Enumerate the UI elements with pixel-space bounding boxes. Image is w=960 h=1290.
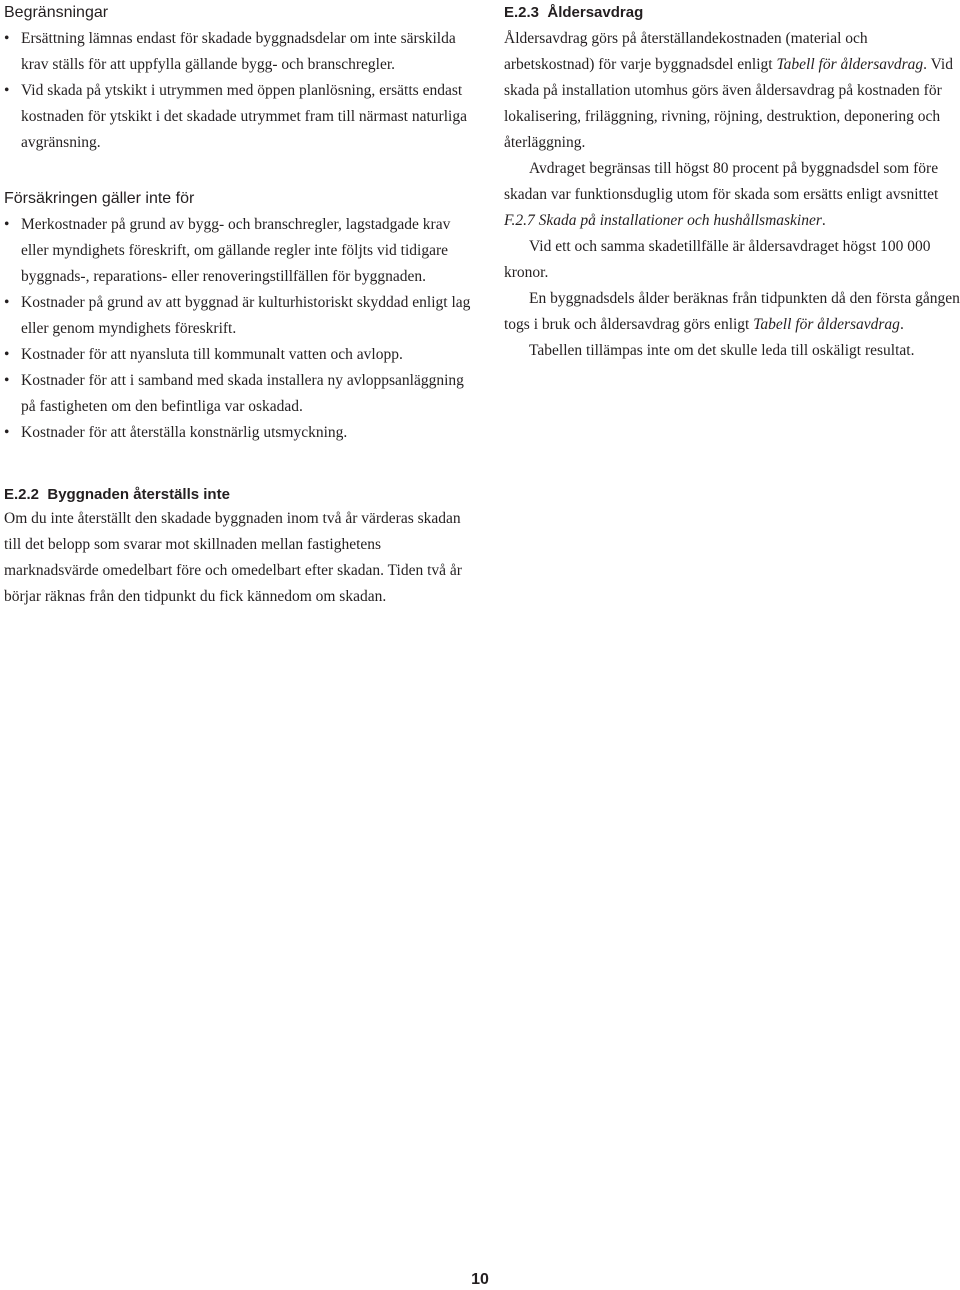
e23-p1-text: Åldersavdrag görs på återställandekostnaden (material och arbetskostnad) för varje byggnadsdel enligt	[504, 30, 868, 73]
e23-p4-text-end: .	[899, 316, 904, 333]
e23-p1-text-cont: . Vid skada på installation utomhus görs även åldersavdrag på kostnaden för lokalisering, friläggning, rivning, röjning, destruktion, deponering och återläggning.	[504, 56, 953, 151]
limits-list	[4, 26, 474, 156]
exclusions-list	[4, 212, 474, 446]
e23-paragraph-1	[504, 26, 960, 156]
age-table-reference: Tabell för åldersavdrag	[776, 56, 924, 73]
page-number: 10	[471, 1271, 489, 1288]
e23-p4-text: En byggnadsdels ålder beräknas från tidpunkten då den första gången togs i bruk och åldersavdrag görs enligt	[504, 290, 960, 333]
section-e23-heading	[504, 2, 960, 24]
section-f27-reference: F.2.7 Skada på installationer och hushållsmaskiner	[504, 212, 822, 229]
section-e23-title: Åldersavdrag	[547, 4, 644, 21]
section-e22-heading	[4, 484, 474, 506]
exclusions-item: • Kostnader för att nyansluta till kommunalt vatten och avlopp.	[4, 342, 474, 368]
section-e22-title: Byggnaden återställs inte	[47, 486, 230, 503]
right-column	[504, 0, 960, 364]
e23-paragraph-4	[504, 286, 960, 338]
section-e22-body: Om du inte återställt den skadade byggnaden inom två år värderas skadan till det belopp som svarar mot skillnaden mellan fastighetens marknadsvärde omedelbart före och omedelbart efter skadan. Tiden två år börjar räknas från den tidpunkt du fick kännedom om skadan.	[4, 510, 462, 605]
section-e23-number: E.2.3	[504, 4, 540, 21]
exclusions-item: • Kostnader på grund av att byggnad är kulturhistoriskt skyddad enligt lag eller genom myndighets föreskrift.	[4, 290, 474, 342]
limits-item: • Ersättning lämnas endast för skadade byggnadsdelar om inte särskilda krav ställs för att uppfylla gällande bygg- och branschregler.	[4, 26, 474, 78]
e23-p2-text: Avdraget begränsas till högst 80 procent på byggnadsdel som före skadan var funktionsduglig utom för skada som ersätts enligt avsnittet	[504, 160, 939, 203]
exclusions-heading: Försäkringen gäller inte för	[4, 190, 195, 207]
e23-paragraph-5: Tabellen tillämpas inte om det skulle leda till oskäligt resultat.	[529, 342, 915, 359]
exclusions-item: • Kostnader för att återställa konstnärlig utsmyckning.	[4, 420, 474, 446]
limits-item: • Vid skada på ytskikt i utrymmen med öppen planlösning, ersätts endast kostnaden för ytskikt i det skadade utrymmet fram till närmast naturliga avgränsning.	[4, 78, 474, 156]
section-e22-number: E.2.2	[4, 486, 40, 503]
e23-paragraph-2	[504, 156, 960, 234]
left-column	[4, 0, 474, 610]
limits-heading: Begränsningar	[4, 4, 109, 21]
e23-p2-text-end: .	[821, 212, 826, 229]
exclusions-item: • Kostnader för att i samband med skada installera ny avloppsanläggning på fastigheten om den befintliga var oskadad.	[4, 368, 474, 420]
exclusions-item: • Merkostnader på grund av bygg- och branschregler, lagstadgade krav eller myndighets föreskrift, om gällande regler inte följts vid tidigare byggnads-, reparations- eller renoveringstillfällen för byggnaden.	[4, 212, 474, 290]
age-table-reference: Tabell för åldersavdrag	[753, 316, 900, 333]
e23-paragraph-3: Vid ett och samma skadetillfälle är åldersavdraget högst 100 000 kronor.	[504, 238, 931, 281]
